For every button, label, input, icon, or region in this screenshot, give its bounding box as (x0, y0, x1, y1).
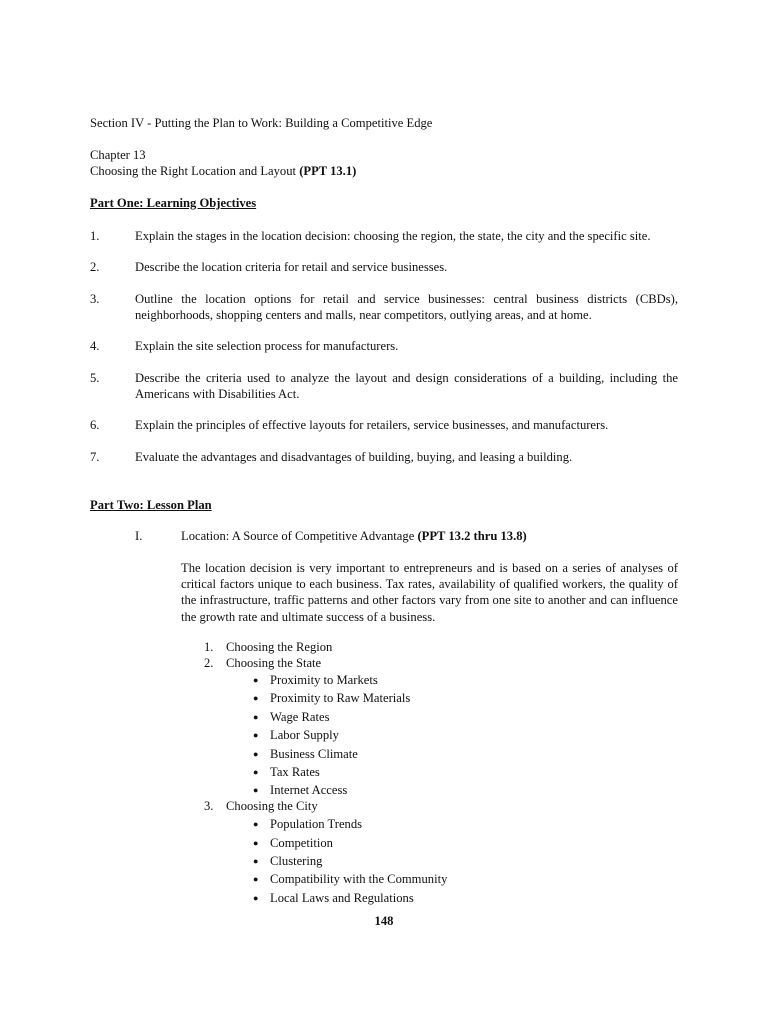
bullet-item: Wage Rates (270, 710, 330, 724)
list-item: Choosing the State (226, 656, 322, 670)
objective-text: Describe the criteria used to analyze the layout and design considerations of a building, including the Americans with Disabilities Act. (135, 371, 678, 401)
bullet-item: Labor Supply (270, 728, 339, 742)
objective-text: Explain the principles of effective layouts for retailers, service businesses, and manufacturers. (135, 418, 609, 432)
bullet-item: Compatibility with the Community (270, 872, 448, 886)
bullet-item: Clustering (270, 854, 323, 868)
objective-number: 3. (90, 292, 100, 306)
objective-text: Explain the site selection process for manufacturers. (135, 339, 399, 353)
objective-number: 6. (90, 418, 100, 432)
bullet-icon: ● (253, 693, 259, 703)
bullet-item: Proximity to Raw Materials (270, 691, 411, 705)
chapter-title: Choosing the Right Location and Layout (90, 164, 297, 178)
lesson-paragraph: The location decision is very important to entrepreneurs and is based on a series of analyses of critical factors unique to each business. Tax rates, availability of qualified workers, the quality of the infrastructure, traffic patterns and other factors vary from one site to another and can influence the growth rate and ultimate success of a business. (181, 561, 678, 624)
chapter-number: Chapter 13 (90, 148, 146, 162)
objective-number: 1. (90, 229, 100, 243)
bullet-icon: ● (253, 874, 259, 884)
bullet-icon: ● (253, 675, 259, 685)
bullet-item: Proximity to Markets (270, 673, 378, 687)
section-title: Section IV - Putting the Plan to Work: Building a Competitive Edge (90, 116, 433, 130)
chapter-ppt-ref: (PPT 13.1) (299, 164, 357, 178)
lesson-heading-line (181, 528, 527, 544)
objective-text: Outline the location options for retail and service businesses: central business districts (CBDs), neighborhoods, shopping centers and malls, near competitors, outlying areas, and at home. (135, 292, 678, 322)
bullet-icon: ● (253, 856, 259, 866)
bullet-item: Internet Access (270, 783, 348, 797)
list-number: 3. (204, 799, 214, 813)
list-number: 1. (204, 640, 214, 654)
objective-number: 4. (90, 339, 100, 353)
section-roman-numeral: I. (135, 529, 143, 543)
bullet-item: Business Climate (270, 747, 358, 761)
objective-number: 2. (90, 260, 100, 274)
list-item: Choosing the Region (226, 640, 333, 654)
chapter-title-line (90, 163, 356, 179)
list-item: Choosing the City (226, 799, 318, 813)
lesson-heading: Location: A Source of Competitive Advantage (181, 529, 415, 543)
bullet-icon: ● (253, 785, 259, 795)
bullet-icon: ● (253, 819, 259, 829)
objective-number: 7. (90, 450, 100, 464)
bullet-icon: ● (253, 767, 259, 777)
lesson-ppt-ref: (PPT 13.2 thru 13.8) (417, 529, 527, 543)
bullet-icon: ● (253, 749, 259, 759)
objective-text: Explain the stages in the location decision: choosing the region, the state, the city and the specific site. (135, 229, 651, 243)
page-number: 148 (374, 914, 394, 928)
part-one-heading: Part One: Learning Objectives (90, 196, 257, 210)
bullet-icon: ● (253, 712, 259, 722)
part-two-heading: Part Two: Lesson Plan (90, 498, 212, 512)
bullet-item: Tax Rates (270, 765, 320, 779)
objective-number: 5. (90, 371, 100, 385)
bullet-item: Competition (270, 836, 333, 850)
bullet-item: Population Trends (270, 817, 363, 831)
bullet-icon: ● (253, 893, 259, 903)
objective-text: Evaluate the advantages and disadvantages of building, buying, and leasing a building. (135, 450, 573, 464)
objective-text: Describe the location criteria for retail and service businesses. (135, 260, 448, 274)
bullet-icon: ● (253, 838, 259, 848)
bullet-item: Local Laws and Regulations (270, 891, 414, 905)
bullet-icon: ● (253, 730, 259, 740)
list-number: 2. (204, 656, 214, 670)
